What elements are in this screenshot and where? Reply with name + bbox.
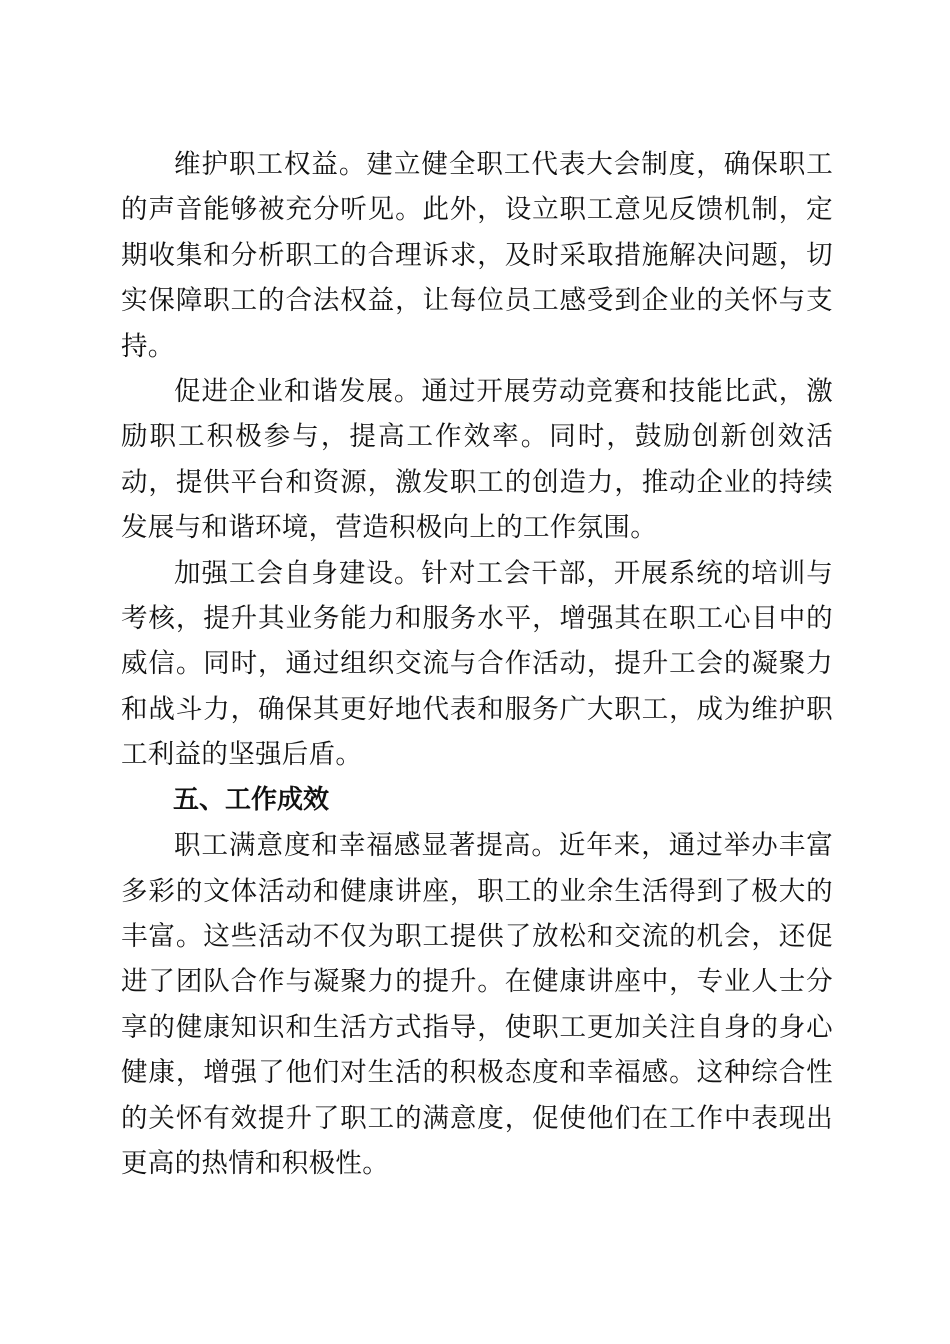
- paragraph-protect-rights: 维护职工权益。建立健全职工代表大会制度，确保职工的声音能够被充分听见。此外，设立职工意见反馈机制，定期收集和分析职工的合理诉求，及时采取措施解决问题，切实保障职工的合法权益，让每位员工感受到企业的关怀与支持。: [121, 149, 833, 362]
- document-body: [121, 142, 833, 1186]
- paragraph-union-building: 加强工会自身建设。针对工会干部，开展系统的培训与考核，提升其业务能力和服务水平，增强其在职工心目中的威信。同时，通过组织交流与合作活动，提升工会的凝聚力和战斗力，确保其更好地代表和服务广大职工，成为维护职工利益的坚强后盾。: [121, 557, 833, 771]
- paragraph-satisfaction: 职工满意度和幸福感显著提高。近年来，通过举办丰富多彩的文体活动和健康讲座，职工的业余生活得到了极大的丰富。这些活动不仅为职工提供了放松和交流的机会，还促进了团队合作与凝聚力的提升。在健康讲座中，专业人士分享的健康知识和生活方式指导，使职工更加关注自身的身心健康，增强了他们对生活的积极态度和幸福感。这种综合性的关怀有效提升了职工的满意度，促使他们在工作中表现出更高的热情和积极性。: [121, 830, 833, 1179]
- paragraph-harmonious-development: 促进企业和谐发展。通过开展劳动竞赛和技能比武，激励职工积极参与，提高工作效率。同时，鼓励创新创效活动，提供平台和资源，激发职工的创造力，推动企业的持续发展与和谐环境，营造积极向上的工作氛围。: [121, 376, 833, 544]
- section-heading: 五、工作成效: [173, 784, 330, 815]
